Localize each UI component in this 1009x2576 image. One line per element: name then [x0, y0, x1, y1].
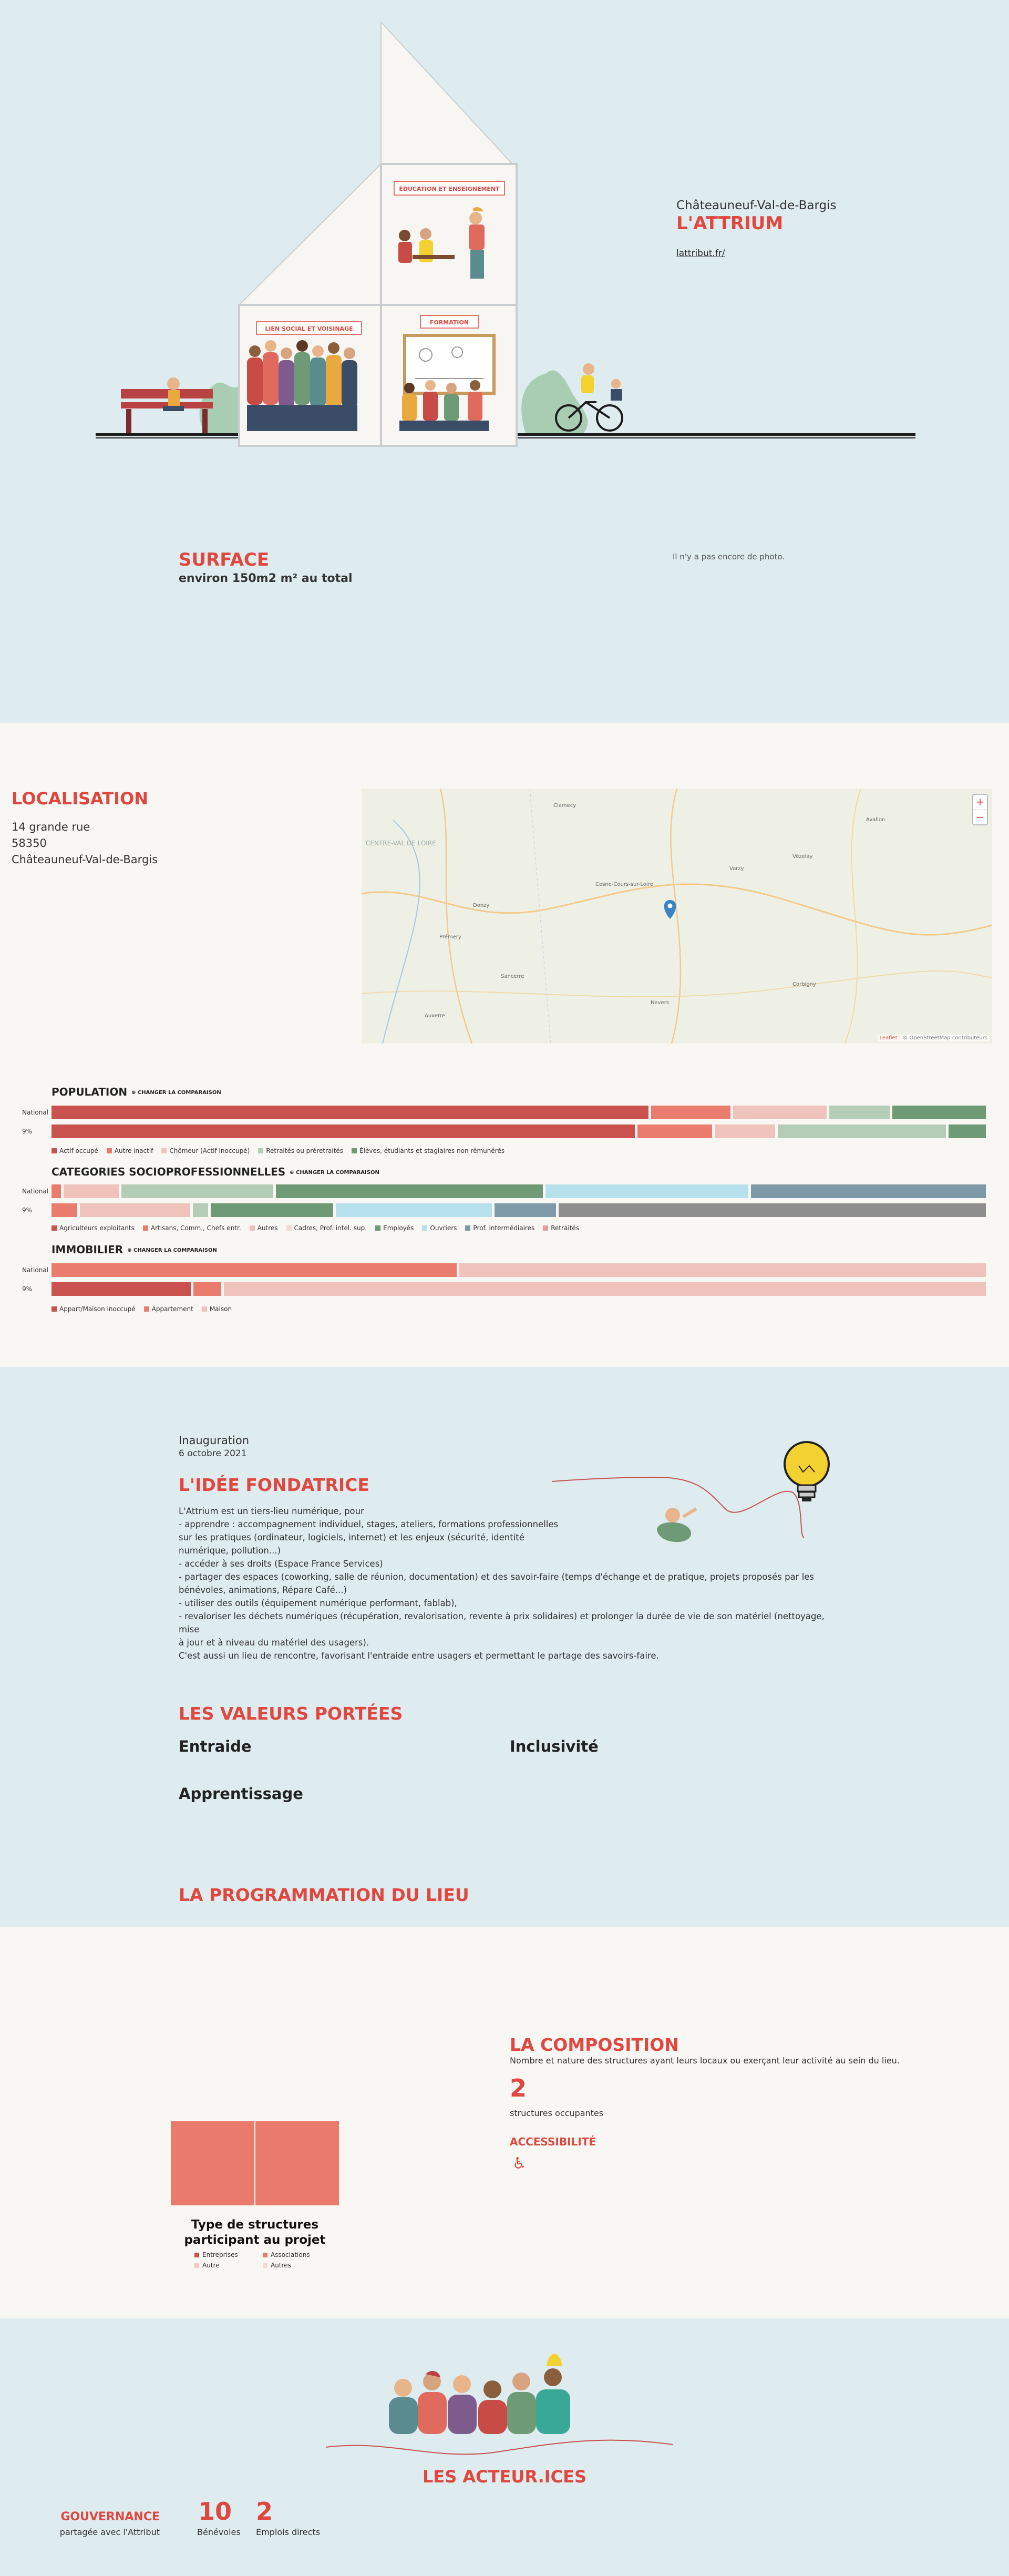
- legend-swatch: [194, 2253, 199, 2257]
- immobilier-legend: [52, 1305, 232, 1313]
- immobilier-bar-national: [52, 1263, 986, 1277]
- map-town: Sancerre: [501, 974, 524, 979]
- legend-item: Retraités ou préretraités: [258, 1147, 343, 1154]
- structures-count: 2: [510, 2074, 527, 2102]
- csp-bar-national: [52, 1184, 986, 1198]
- row-label: National: [22, 1266, 49, 1274]
- map-town: Vézelay: [792, 854, 813, 860]
- legend-item: Associations: [263, 2251, 331, 2258]
- lightbulb-icon: [785, 1442, 829, 1501]
- immobilier-compare-button[interactable]: ⊕ CHANGER LA COMPARAISON: [127, 1248, 217, 1253]
- surface-title: SURFACE: [179, 549, 270, 570]
- legend-item: Prof. intermédiaires: [465, 1224, 534, 1232]
- bar-segment: [193, 1282, 221, 1296]
- treemap-title: Type de structures participant au projet: [184, 2218, 326, 2247]
- map-town: Clamecy: [553, 803, 576, 809]
- legend-item: Autre: [194, 2262, 263, 2269]
- legend-item: Maison: [202, 1305, 232, 1313]
- legend-item: Appart/Maison inoccupé: [52, 1305, 136, 1313]
- map-town: Corbigny: [792, 982, 816, 987]
- legend-swatch: [375, 1225, 380, 1231]
- localisation-title: LOCALISATION: [12, 789, 149, 809]
- leaflet-link[interactable]: Leaflet: [879, 1035, 898, 1041]
- legend-swatch: [352, 1148, 357, 1153]
- actors-section: [0, 2318, 1009, 2576]
- bar-segment: [459, 1263, 986, 1277]
- row-label: National: [22, 1188, 49, 1195]
- emplois-count: 2: [256, 2497, 273, 2526]
- legend-item: Retraités: [543, 1224, 579, 1232]
- treemap-cell: [255, 2121, 339, 2205]
- csp-title-text: CATEGORIES SOCIOPROFESSIONNELLES: [52, 1166, 286, 1178]
- gouvernance-title: GOUVERNANCE: [60, 2510, 160, 2523]
- bar-segment: [52, 1125, 635, 1138]
- zoom-in-button[interactable]: +: [975, 795, 985, 808]
- legend-swatch: [543, 1225, 548, 1231]
- legend-swatch: [263, 2263, 267, 2268]
- decor-line: [326, 2440, 673, 2455]
- bar-segment: [52, 1203, 77, 1217]
- bar-segment: [336, 1203, 492, 1217]
- bar-segment: [559, 1203, 986, 1217]
- bar-segment: [651, 1106, 730, 1119]
- treemap-legend: [194, 2251, 331, 2269]
- bar-segment: [892, 1106, 986, 1119]
- legend-item: Employés: [375, 1224, 414, 1232]
- person-icon: [657, 1508, 696, 1542]
- legend-swatch: [107, 1148, 112, 1153]
- legend-item: Autre inactif: [107, 1147, 153, 1154]
- row-label: 9%: [22, 1207, 33, 1214]
- csp-bar-local: [52, 1203, 986, 1217]
- legend-swatch: [52, 1306, 57, 1312]
- csp-compare-button[interactable]: ⊕ CHANGER LA COMPARAISON: [290, 1170, 379, 1175]
- value-inclusivite: Inclusivité: [510, 1737, 599, 1755]
- idea-section: [0, 1367, 1009, 1927]
- actors-title: LES ACTEUR.ICES: [422, 2467, 587, 2487]
- roof-top: [381, 22, 512, 164]
- bar-segment: [778, 1125, 946, 1138]
- row-label: 9%: [22, 1285, 33, 1293]
- bar-segment: [121, 1184, 273, 1198]
- immobilier-title-text: IMMOBILIER: [52, 1243, 123, 1256]
- bar-segment: [276, 1184, 543, 1198]
- composition-subtitle: Nombre et nature des structures ayant leurs locaux ou exerçant leur activité au sein du lieu.: [510, 2056, 900, 2066]
- bar-segment: [495, 1203, 556, 1217]
- actors-illustration: [326, 2339, 683, 2471]
- benevoles-label: Bénévoles: [197, 2527, 241, 2537]
- programmation-title: LA PROGRAMMATION DU LIEU: [179, 1885, 469, 1905]
- map-town: Auxerre: [425, 1013, 445, 1019]
- map-town: Prémery: [439, 934, 461, 940]
- hero-illustration: [89, 16, 920, 452]
- website-link[interactable]: lattribut.fr/: [676, 248, 725, 259]
- map-town: Avallon: [866, 817, 886, 823]
- accessibility-title: ACCESSIBILITÉ: [510, 2135, 596, 2148]
- bar-segment: [193, 1203, 209, 1217]
- population-compare-button[interactable]: ⊕ CHANGER LA COMPARAISON: [131, 1090, 221, 1096]
- immobilier-title: [52, 1243, 217, 1256]
- population-bar-national: [52, 1106, 986, 1119]
- bar-segment: [949, 1125, 986, 1138]
- idea-illustration: [552, 1419, 841, 1556]
- bar-segment: [52, 1263, 457, 1277]
- row-label: 9%: [22, 1128, 33, 1135]
- osm-attribution: | © OpenStreetMap contributeurs: [897, 1035, 987, 1041]
- map-town: Donzy: [473, 903, 490, 908]
- localisation-section: [0, 723, 1009, 1367]
- bar-segment: [211, 1203, 333, 1217]
- legend-swatch: [52, 1225, 57, 1231]
- composition-section: [0, 1927, 1009, 2318]
- map[interactable]: [362, 789, 992, 1044]
- bar-segment: [545, 1184, 748, 1198]
- zoom-control: [972, 794, 988, 825]
- legend-item: Artisans, Comm., Chefs entr.: [143, 1224, 241, 1232]
- csp-title: [52, 1166, 379, 1178]
- value-entraide: Entraide: [179, 1737, 252, 1755]
- bar-segment: [52, 1106, 648, 1119]
- value-apprentissage: Apprentissage: [179, 1785, 303, 1803]
- address-street: 14 grande rue: [12, 821, 90, 833]
- treemap-cell: [171, 2121, 254, 2205]
- town-name: Châteauneuf-Val-de-Bargis: [676, 199, 837, 212]
- address: [12, 819, 158, 868]
- legend-item: Actif occupé: [52, 1147, 98, 1154]
- bar-segment: [751, 1184, 986, 1198]
- legend-item: Autres: [250, 1224, 278, 1232]
- legend-swatch: [143, 1225, 148, 1231]
- map-tiles: [362, 789, 992, 1044]
- composition-title: LA COMPOSITION: [510, 2035, 679, 2055]
- hero-section: [0, 0, 1009, 723]
- bar-segment: [52, 1282, 191, 1296]
- population-title-text: POPULATION: [52, 1086, 128, 1098]
- bar-segment: [733, 1106, 827, 1119]
- legend-item: Autres: [263, 2262, 331, 2269]
- legend-item: Entreprises: [194, 2251, 263, 2258]
- inauguration-label: Inauguration: [179, 1434, 250, 1447]
- inauguration-date: 6 octobre 2021: [179, 1448, 247, 1459]
- legend-item: Ouvriers: [422, 1224, 457, 1232]
- wheelchair-icon: ♿: [512, 2154, 527, 2173]
- legend-swatch: [52, 1148, 57, 1153]
- legend-swatch: [422, 1225, 427, 1231]
- legend-swatch: [144, 1306, 149, 1312]
- bar-segment: [224, 1282, 986, 1296]
- panel-education-label: ÉDUCATION ET ENSEIGNEMENT: [399, 186, 500, 192]
- bench-icon: [121, 377, 213, 433]
- idea-title: L'IDÉE FONDATRICE: [179, 1475, 369, 1495]
- legend-swatch: [263, 2253, 267, 2257]
- population-legend: [52, 1147, 504, 1154]
- bar-segment: [637, 1125, 712, 1138]
- row-label: National: [22, 1109, 49, 1116]
- benevoles-count: 10: [198, 2497, 232, 2526]
- map-town: Nevers: [651, 1000, 670, 1006]
- bar-segment: [715, 1125, 775, 1138]
- legend-item: Chômeur (Actif inoccupé): [161, 1147, 250, 1154]
- bush-right: [521, 371, 588, 433]
- legend-swatch: [465, 1225, 470, 1231]
- csp-legend: [52, 1224, 579, 1232]
- zoom-out-button[interactable]: −: [973, 810, 987, 824]
- values-title: LES VALEURS PORTÉES: [179, 1703, 403, 1724]
- bar-segment: [80, 1203, 190, 1217]
- map-town: Cosne-Cours-sur-Loire: [595, 882, 653, 887]
- map-attribution: [878, 1035, 989, 1041]
- legend-swatch: [161, 1148, 167, 1153]
- place-title: L'ATTRIUM: [676, 213, 784, 234]
- legend-item: Agriculteurs exploitants: [52, 1224, 135, 1232]
- legend-swatch: [258, 1148, 263, 1153]
- address-postcode: 58350: [12, 837, 47, 850]
- panel-formation-label: FORMATION: [429, 319, 469, 326]
- legend-swatch: [194, 2263, 199, 2268]
- group-of-people-icon: [389, 2354, 570, 2435]
- bar-segment: [64, 1184, 119, 1198]
- bar-segment: [52, 1184, 61, 1198]
- map-town: Varzy: [729, 866, 744, 872]
- map-region-label: CENTRE-VAL DE LOIRE: [366, 840, 436, 847]
- emplois-label: Emplois directs: [256, 2527, 321, 2537]
- structures-treemap: [171, 2121, 339, 2205]
- structures-label: structures occupantes: [510, 2108, 604, 2118]
- address-city: Châteauneuf-Val-de-Bargis: [12, 853, 158, 866]
- gouvernance-subtitle: partagée avec l'Attribut: [59, 2527, 160, 2537]
- panel-social-label: LIEN SOCIAL ET VOISINAGE: [265, 325, 353, 332]
- legend-swatch: [202, 1306, 207, 1312]
- no-photo-message: Il n'y a pas encore de photo.: [673, 552, 785, 561]
- roof-left: [239, 164, 381, 305]
- idea-text-body: L'Attrium est un tiers-lieu numérique, pour - apprendre : accompagnement individuel, stages, ateliers, formations professionnelles sur les pratiques (ordinateur, logiciels, internet) et les enjeux (sécurité, identité numérique, pollution...) - accéder à ses droits (Espace France Services) - partager des espaces (coworking, salle de réunion, documentation) et des savoir-faire (temps d'échange et de pratique, projets proposés par les bénévoles, animations, Répare Café...) - utiliser des outils (équipement numérique performant, fablab), - revaloriser les déchets numériques (récupération, revalorisation, revente à prix solidaires) et prolonger la durée de vie de son matériel (nettoyage, mise à jour et à niveau du matériel des usagers). C'est aussi un lieu de rencontre, favorisant l'entraide entre usagers et permettant le partage des savoirs-faire.: [179, 1506, 825, 1661]
- bar-segment: [829, 1106, 890, 1119]
- legend-swatch: [286, 1225, 292, 1231]
- legend-item: Appartement: [144, 1305, 193, 1313]
- immobilier-bar-local: [52, 1282, 986, 1296]
- population-bar-local: [52, 1125, 986, 1138]
- surface-value: environ 150m2 m² au total: [179, 572, 353, 585]
- legend-item: Élèves, étudiants et stagiaires non rémunérés: [352, 1147, 504, 1154]
- legend-item: Cadres, Prof. intel. sup.: [286, 1224, 367, 1232]
- legend-swatch: [250, 1225, 255, 1231]
- population-title: [52, 1086, 221, 1098]
